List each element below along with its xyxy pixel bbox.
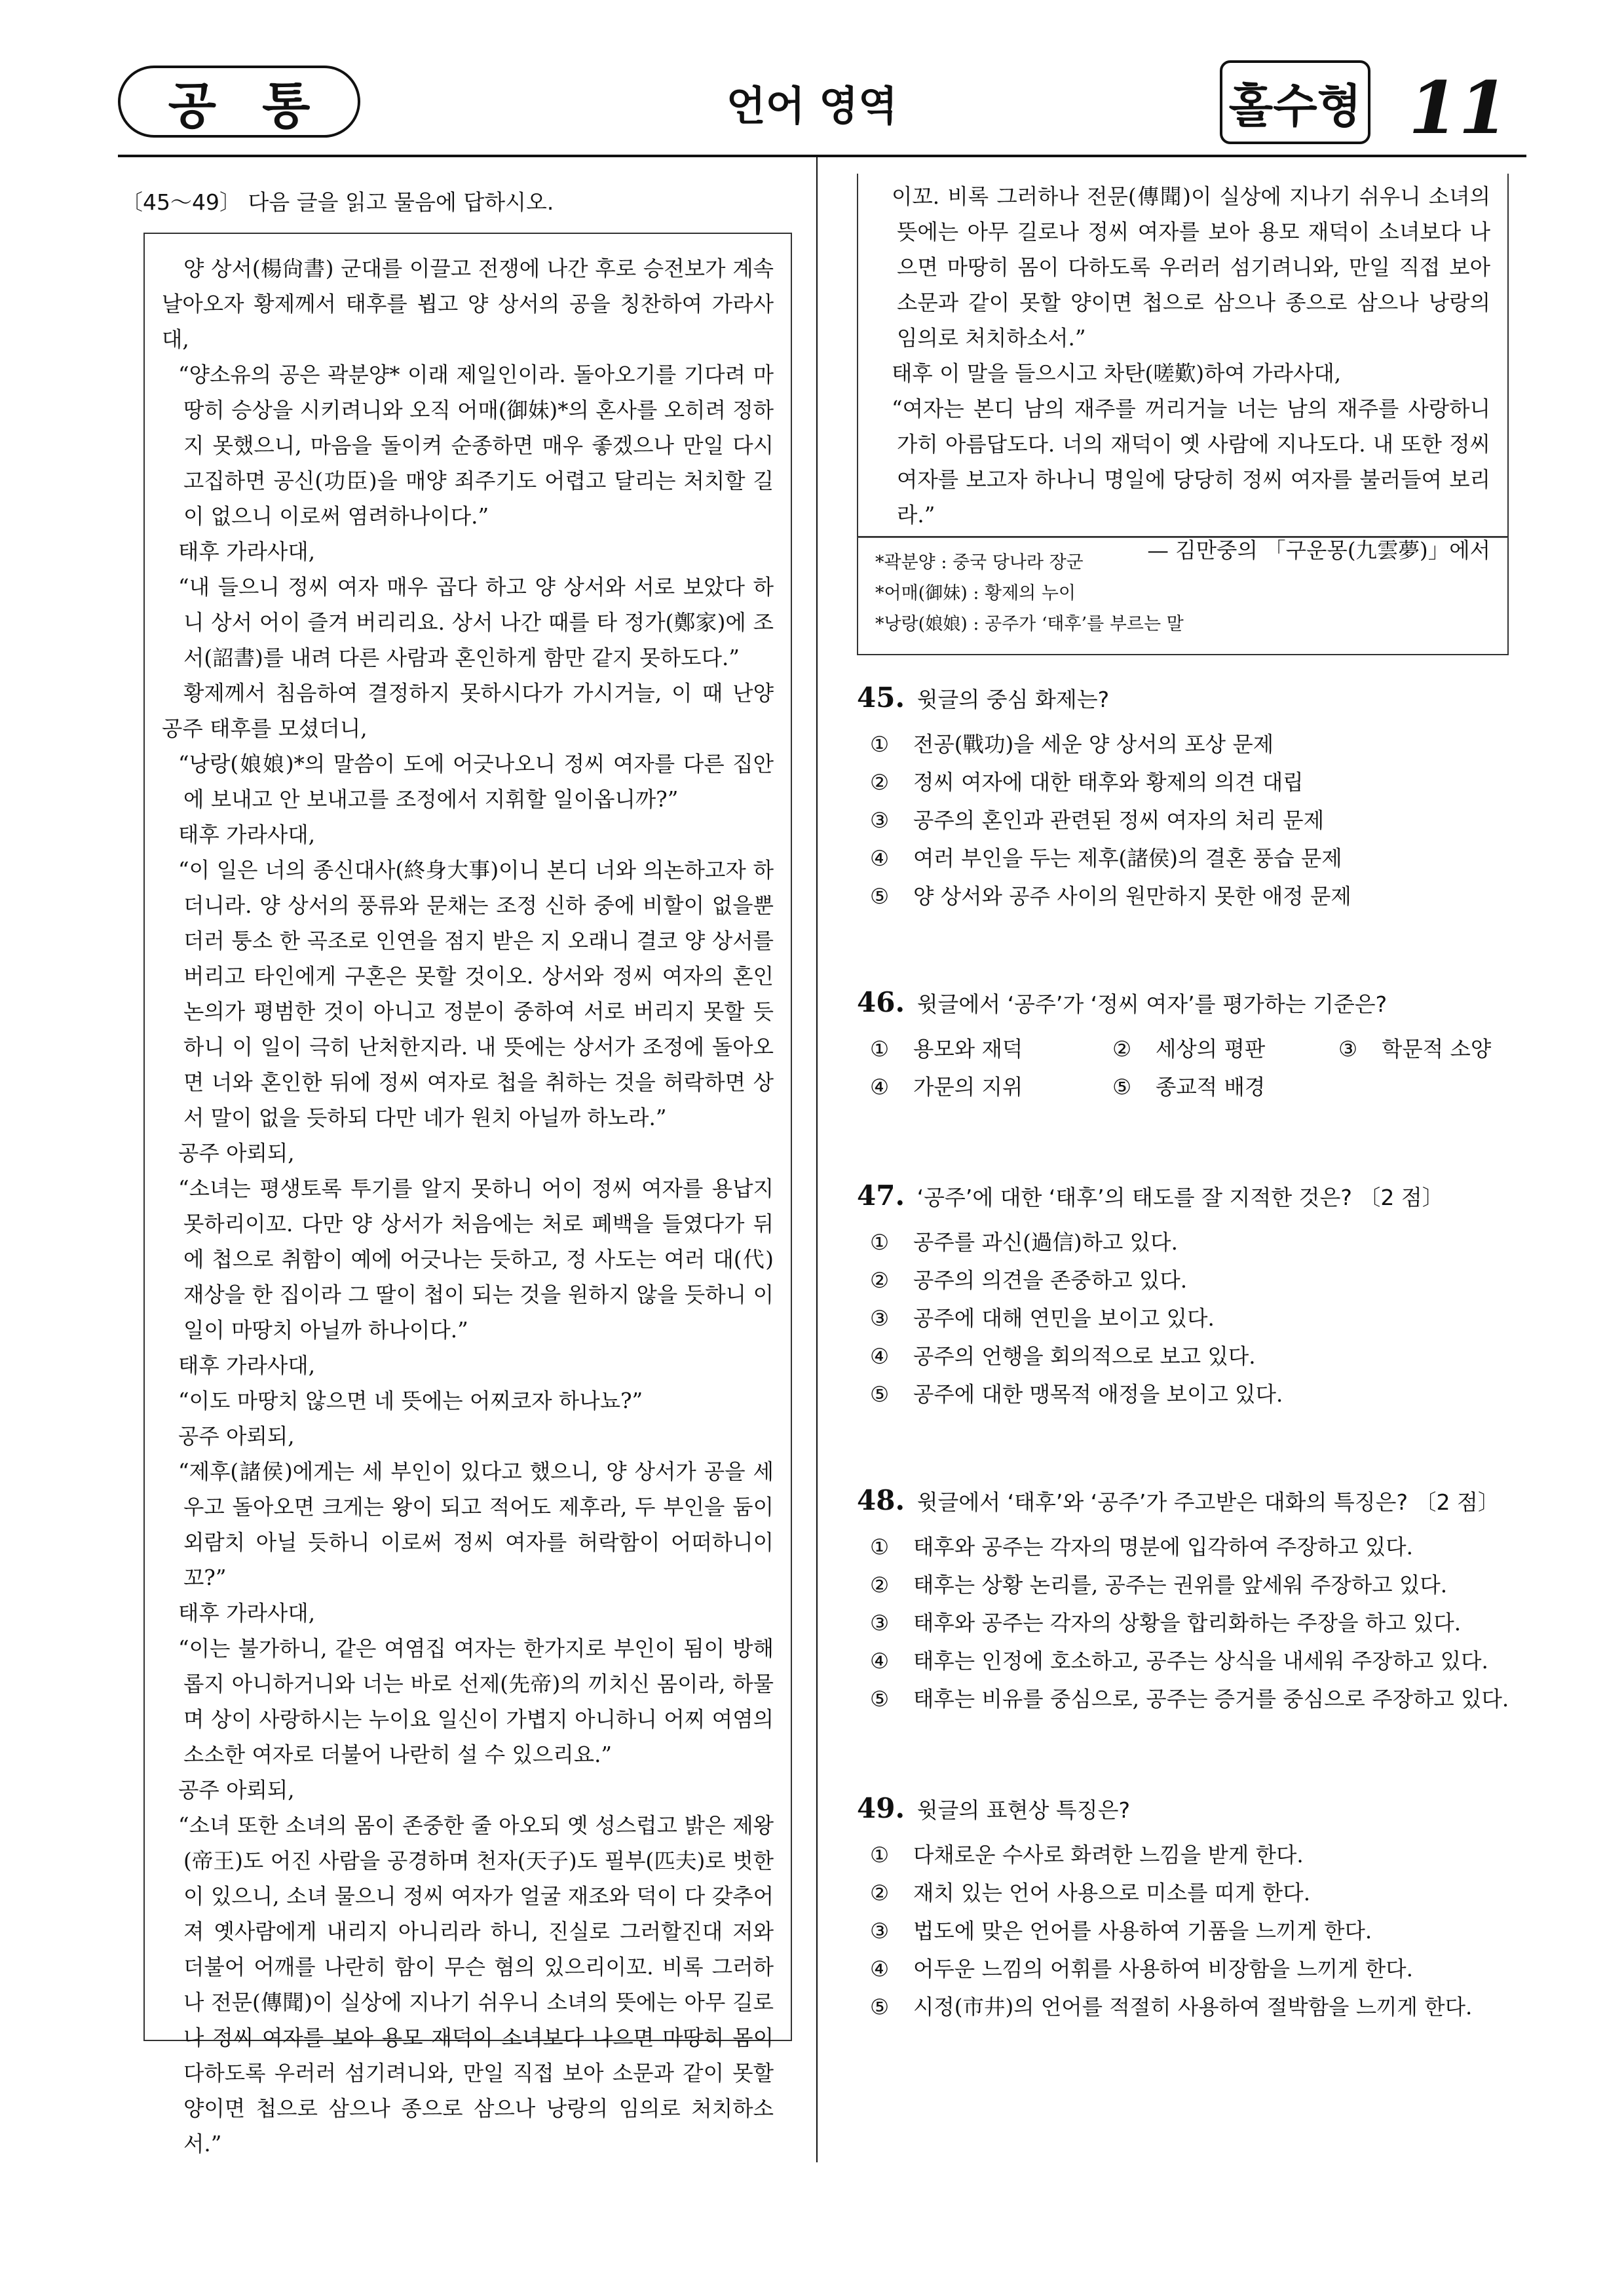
passage-paragraph: “내 들으니 정씨 여자 매우 곱다 하고 양 상서와 서로 보았다 하니 상서 어이 즐겨 버리리요. 상서 나간 때를 타 정가(鄭家)에 조서(詔書)를 내려 다른 사람과 혼인하게 함만 같지 못하도다.”: [178, 575, 774, 670]
choice-4[interactable]: ④ 공주의 언행을 회의적으로 보고 있다.: [870, 1344, 1256, 1369]
choice-3[interactable]: ③ 공주에 대해 연민을 보이고 있다.: [870, 1306, 1215, 1331]
passage-paragraph: “소녀 또한 소녀의 몸이 존중한 줄 아오되 옛 성스럽고 밝은 제왕(帝王)도 어진 사람을 공경하며 천자(天子)도 필부(匹夫)로 벗한 이 있으니, 소녀 물으니 정씨 여자가 얼굴 재조와 덕이 다 갖추어져 옛사람에게 내리지 아니리라 하니, 진실로 그러할진대 저와 더불어 어깨를 나란히 함이 무슨 혐의 있으리이꼬. 비록 그러하나 전문(傳聞)이 실상에 지나기 쉬우니 소녀의 뜻에는 아무 길로나 정씨 여자를 보아 용모 재덕이 소녀보다 나으면 마땅히 몸이 다하도록 우러러 섬기려니와, 만일 직접 보아 소문과 같이 못할 양이면 첩으로 삼으나 종으로 삼으나 낭랑의 임의로 처치하소서.”: [178, 1813, 774, 2156]
exam-type-badge: 홀수형: [1220, 60, 1370, 144]
choice-5[interactable]: ⑤ 공주에 대한 맹목적 애정을 보이고 있다.: [870, 1382, 1283, 1407]
choice-5[interactable]: ⑤ 태후는 비유를 중심으로, 공주는 증거를 중심으로 주장하고 있다.: [870, 1687, 1509, 1712]
question-prompt: 윗글에서 ‘공주’가 ‘정씨 여자’를 평가하는 기준은?: [916, 991, 1388, 1017]
passage-paragraph: “이 일은 너의 종신대사(終身大事)이니 본디 너와 의논하고자 하더니라. 양 상서의 풍류와 문채는 조정 신하 중에 비할이 없을뿐더러 퉁소 한 곡조로 인연을 점지 받은 지 오래니 결코 양 상서를 버리고 타인에게 구혼은 못할 것이오. 상서와 정씨 여자의 혼인 논의가 평범한 것이 아니고 정분이 중하여 서로 버리지 못할 듯하니 이 일이 극히 난처한지라. 내 뜻에는 상서가 조정에 돌아오면 너와 혼인한 뒤에 정씨 여자로 첩을 취하는 것을 허락하면 상서 말이 없을 듯하되 다만 네가 원치 아닐까 하노라.”: [178, 858, 774, 1130]
passage-paragraph: “낭랑(娘娘)*의 말씀이 도에 어긋나오니 정씨 여자를 다른 집안에 보내고 안 보내고를 조정에서 지휘할 일이옵니까?”: [178, 752, 774, 812]
footnote: *어매(御妹) : 황제의 누이: [875, 583, 1076, 603]
choice-3[interactable]: ③ 태후와 공주는 각자의 상황을 합리화하는 주장을 하고 있다.: [870, 1611, 1462, 1636]
choice-2[interactable]: ② 정씨 여자에 대한 태후와 황제의 의견 대립: [870, 770, 1304, 795]
passage-paragraph: “양소유의 공은 곽분양* 이래 제일인이라. 돌아오기를 기다려 마땅히 승상을 시키려니와 오직 어매(御妹)*의 혼사를 오히려 정하지 못했으니, 마음을 돌이켜 순종하면 매우 좋겠으나 만일 다시 고집하면 공신(功臣)을 매양 죄주기도 어렵고 달리는 처치할 길이 없으니 이로써 염려하나이다.”: [178, 362, 774, 529]
choice-list: [857, 725, 1519, 915]
page-title: 언어 영역: [726, 82, 898, 130]
footnotes: [857, 537, 1509, 655]
page-number: 11: [1408, 66, 1509, 150]
choice-2[interactable]: ② 세상의 평판: [1112, 1037, 1266, 1062]
question-prompt: 윗글에서 ‘태후’와 ‘공주’가 주고받은 대화의 특징은? 〔2 점〕: [916, 1489, 1500, 1515]
choice-3[interactable]: ③ 공주의 혼인과 관련된 정씨 여자의 처리 문제: [870, 808, 1325, 833]
passage-paragraph: 공주 아뢰되,: [178, 1778, 295, 1803]
choice-5[interactable]: ⑤ 종교적 배경: [1112, 1075, 1266, 1100]
passage-paragraph: 태후 가라사대,: [178, 822, 316, 847]
choice-list: [857, 1223, 1519, 1413]
passage-paragraph: “소녀는 평생토록 투기를 알지 못하니 어이 정씨 여자를 용납지 못하리이꼬. 다만 양 상서가 처음에는 처로 폐백을 들였다가 뒤에 첩으로 취함이 예에 어긋나는 듯하고, 정 사도는 여러 대(代) 재상을 한 집이라 그 딸이 첩이 되는 것을 원하지 않을 듯하니 이 일이 마땅치 아닐까 하나이다.”: [178, 1176, 774, 1343]
choice-3[interactable]: ③ 법도에 맞은 언어를 사용하여 기품을 느끼게 한다.: [870, 1919, 1372, 1943]
question-prompt: 윗글의 표현상 특징은?: [916, 1797, 1130, 1823]
passage-paragraph: 황제께서 침음하여 결정하지 못하시다가 가시거늘, 이 때 난양 공주 태후를 모셨더니,: [162, 681, 774, 741]
question-number: 48.: [857, 1484, 905, 1516]
choice-2[interactable]: ② 재치 있는 언어 사용으로 미소를 띠게 한다.: [870, 1881, 1311, 1905]
passage-paragraph: “제후(諸侯)에게는 세 부인이 있다고 했으니, 양 상서가 공을 세우고 돌아오면 크게는 왕이 되고 적어도 제후라, 두 부인을 둠이 외람치 아닐 듯하니 이로써 정씨 여자를 허락함이 어떠하니이꼬?”: [178, 1459, 774, 1590]
choice-1[interactable]: ① 태후와 공주는 각자의 명분에 입각하여 주장하고 있다.: [870, 1535, 1414, 1559]
choice-4[interactable]: ④ 여러 부인을 두는 제후(諸侯)의 결혼 풍습 문제: [870, 846, 1342, 871]
instruction: 〔45～49〕 다음 글을 읽고 물음에 답하시오.: [121, 189, 554, 215]
page-header: [0, 0, 1624, 157]
passage-paragraph: 이꼬. 비록 그러하나 전문(傳聞)이 실상에 지나기 쉬우니 소녀의 뜻에는 아무 길로나 정씨 여자를 보아 용모 재덕이 소녀보다 나으면 마땅히 몸이 다하도록 우러러 섬기려니와, 만일 직접 보아 소문과 같이 못할 양이면 첩으로 삼으나 종으로 삼으나 낭랑의 임의로 처치하소서.”: [892, 184, 1490, 351]
passage-box: [143, 233, 792, 2156]
question-46: [857, 986, 1519, 1106]
passage-paragraph: 공주 아뢰되,: [178, 1424, 295, 1449]
column-divider: [816, 157, 818, 2162]
passage-paragraph: 공주 아뢰되,: [178, 1141, 295, 1166]
question-number: 49.: [857, 1792, 905, 1824]
choice-list: [857, 1030, 1519, 1106]
choice-4[interactable]: ④ 어두운 느낌의 어휘를 사용하여 비장함을 느끼게 한다.: [870, 1957, 1414, 1981]
choice-4[interactable]: ④ 가문의 지위: [870, 1075, 1023, 1100]
passage-paragraph: 태후 가라사대,: [178, 539, 316, 564]
question-number: 47.: [857, 1179, 905, 1212]
choice-5[interactable]: ⑤ 시정(市井)의 언어를 적절히 사용하여 절박함을 느끼게 한다.: [870, 1995, 1473, 2019]
passage-paragraph: 양 상서(楊尙書) 군대를 이끌고 전쟁에 나간 후로 승전보가 계속 날아오자 황제께서 태후를 뵙고 양 상서의 공을 칭찬하여 가라사대,: [162, 256, 774, 352]
choice-1[interactable]: ① 용모와 재덕: [870, 1037, 1023, 1062]
passage-paragraph: 태후 가라사대,: [178, 1353, 316, 1378]
choice-2[interactable]: ② 태후는 상황 논리를, 공주는 권위를 앞세워 주장하고 있다.: [870, 1573, 1448, 1598]
passage-paragraph: “이도 마땅치 않으면 네 뜻에는 어찌코자 하나뇨?”: [178, 1388, 643, 1413]
section-badge: 공통: [118, 66, 360, 138]
question-number: 45.: [857, 681, 905, 714]
choice-1[interactable]: ① 전공(戰功)을 세운 양 상서의 포상 문제: [870, 732, 1274, 757]
header-rule: [118, 155, 1526, 157]
footnote: *낭랑(娘娘) : 공주가 ‘태후’를 부르는 말: [875, 614, 1184, 634]
choice-1[interactable]: ① 다채로운 수사로 화려한 느낌을 받게 한다.: [870, 1843, 1304, 1867]
choice-3[interactable]: ③ 학문적 소양: [1338, 1037, 1492, 1062]
choice-list: [857, 1836, 1519, 2026]
footnote: *곽분양 : 중국 당나라 장군: [875, 552, 1084, 573]
choice-4[interactable]: ④ 태후는 인정에 호소하고, 공주는 상식을 내세워 주장하고 있다.: [870, 1649, 1488, 1674]
question-number: 46.: [857, 986, 905, 1018]
passage-paragraph: “여자는 본디 남의 재주를 꺼리거늘 너는 남의 재주를 사랑하니 가히 아름답도다. 너의 재덕이 옛 사람에 지나도다. 내 또한 정씨 여자를 보고자 하나니 명일에 당당히 정씨 여자를 불러들여 보리라.”: [892, 396, 1490, 527]
passage-source: — 김만중의 「구운몽(九雲夢)」에서: [1147, 538, 1490, 563]
choice-5[interactable]: ⑤ 양 상서와 공주 사이의 원만하지 못한 애정 문제: [870, 884, 1351, 909]
question-45: [857, 681, 1519, 915]
question-49: [857, 1792, 1519, 2026]
question-47: [857, 1179, 1519, 1413]
passage-paragraph: 태후 이 말을 들으시고 차탄(嗟歎)하여 가라사대,: [892, 361, 1342, 386]
choice-1[interactable]: ① 공주를 과신(過信)하고 있다.: [870, 1230, 1178, 1255]
passage-paragraph: 태후 가라사대,: [178, 1601, 316, 1626]
passage-paragraph: “이는 불가하니, 같은 여염집 여자는 한가지로 부인이 됨이 방해롭지 아니하거니와 너는 바로 선제(先帝)의 끼치신 몸이라, 하물며 상이 사랑하시는 누이요 일신이 가볍지 아니하니 어찌 여염의 소소한 여자로 더불어 나란히 설 수 있으리요.”: [178, 1636, 774, 1767]
choice-list: [857, 1528, 1519, 1718]
choice-2[interactable]: ② 공주의 의견을 존중하고 있다.: [870, 1268, 1188, 1293]
question-prompt: ‘공주’에 대한 ‘태후’의 태도를 잘 지적한 것은? 〔2 점〕: [916, 1185, 1444, 1210]
question-48: [857, 1484, 1519, 1718]
question-prompt: 윗글의 중심 화제는?: [916, 687, 1110, 712]
